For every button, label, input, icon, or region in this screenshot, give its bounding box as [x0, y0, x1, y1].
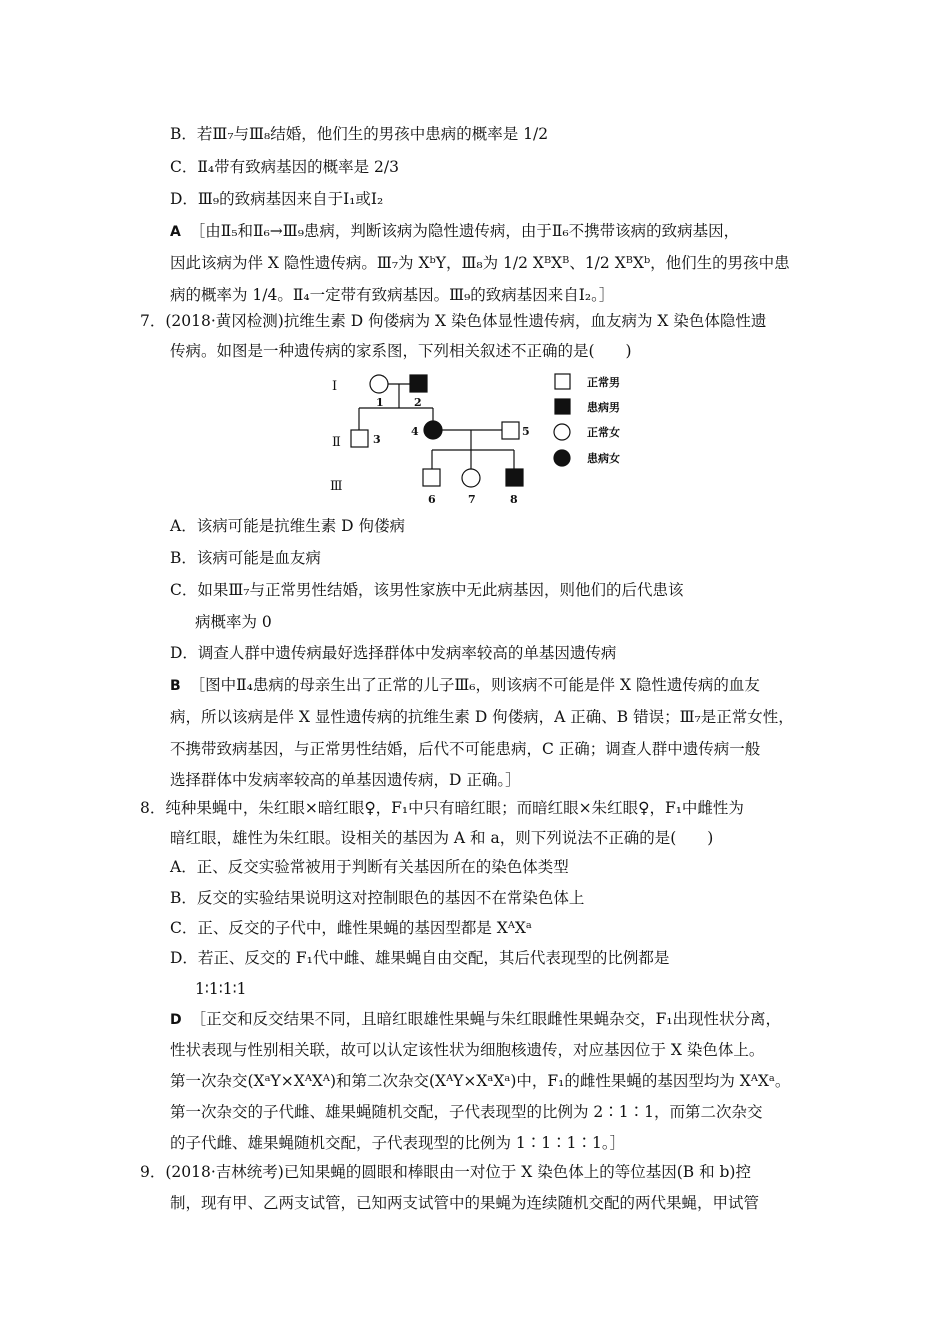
pedigree-individual-3 [351, 430, 368, 447]
generation-label-1: Ⅰ [332, 379, 338, 394]
legend-normal-female-icon [554, 424, 570, 440]
legend-normal-female: 正常女 [587, 426, 620, 439]
q8-answer-line-2: 性状表现与性别相关联，故可以认定该性状为细胞核遗传，对应基因位于 X 染色体上。 [170, 1041, 765, 1059]
q7-option-b: B．该病可能是血友病 [170, 549, 321, 567]
pedigree-diagram [322, 362, 652, 506]
q7-answer-line-4: 选择群体中发病率较高的单基因遗传病，D 正确。］ [170, 771, 521, 789]
q6-option-d: D．Ⅲ₉的致病基因来自于Ⅰ₁或Ⅰ₂ [170, 190, 384, 208]
q6-answer-text-1: ［由Ⅱ₅和Ⅱ₆→Ⅲ₉患病，判断该病为隐性遗传病，由于Ⅱ₆不携带该病的致病基因， [189, 222, 740, 240]
individual-number-8: 8 [510, 493, 518, 506]
q7-answer-line-1 [170, 675, 760, 696]
pedigree-individual-2 [410, 375, 427, 392]
pedigree-individual-5 [502, 422, 519, 439]
q6-option-c: C．Ⅱ₄带有致病基因的概率是 2/3 [170, 158, 399, 176]
q7-option-d: D．调查人群中遗传病最好选择群体中发病率较高的单基因遗传病 [170, 644, 617, 662]
q8-answer-line-4: 第一次杂交的子代雌、雄果蝇随机交配，子代表现型的比例为 2∶1∶1，而第二次杂交 [170, 1103, 763, 1121]
legend-affected-female: 患病女 [587, 452, 620, 465]
q7-option-c-line-2: 病概率为 0 [195, 613, 272, 631]
q7-stem-line-1: 7．(2018·黄冈检测)抗维生素 D 佝偻病为 X 染色体显性遗传病，血友病为 X 染色体隐性遗 [140, 312, 767, 330]
individual-number-7: 7 [468, 493, 476, 506]
q6-answer-line-1 [170, 221, 739, 242]
q7-answer-letter: B [170, 678, 181, 694]
q8-stem-line-2: 暗红眼，雄性为朱红眼。设相关的基因为 A 和 a，则下列说法不正确的是( ) [170, 829, 714, 847]
legend-affected-male-icon [555, 399, 570, 414]
q8-option-b: B．反交的实验结果说明这对控制眼色的基因不在常染色体上 [170, 889, 585, 907]
q8-answer-text-1: ［正交和反交结果不同，且暗红眼雄性果蝇与朱红眼雌性果蝇杂交，F₁出现性状分离， [190, 1010, 782, 1028]
q7-option-a: A．该病可能是抗维生素 D 佝偻病 [170, 517, 405, 535]
q8-stem-line-1: 8．纯种果蝇中，朱红眼×暗红眼♀，F₁中只有暗红眼；而暗红眼×朱红眼♀，F₁中雌性为 [140, 799, 744, 817]
q8-option-a: A．正、反交实验常被用于判断有关基因所在的染色体类型 [170, 858, 569, 876]
q8-answer-letter: D [170, 1012, 182, 1028]
pedigree-individual-4 [424, 421, 442, 439]
q8-answer-line-3: 第一次杂交(XᵃY×XᴬXᴬ)和第二次杂交(XᴬY×XᵃXᵃ)中，F₁的雌性果蝇的基因型均为 XᴬXᵃ。 [170, 1072, 791, 1090]
q7-answer-line-2: 病，所以该病是伴 X 显性遗传病的抗维生素 D 佝偻病，A 正确、B 错误；Ⅲ₇是正常女性， [170, 708, 794, 726]
q9-stem-line-2: 制，现有甲、乙两支试管，已知两支试管中的果蝇为连续随机交配的两代果蝇，甲试管 [170, 1194, 760, 1212]
individual-number-2: 2 [414, 396, 422, 409]
legend-normal-male-icon [555, 374, 570, 389]
q6-answer-line-2: 因此该病为伴 X 隐性遗传病。Ⅲ₇为 XᵇY，Ⅲ₈为 1/2 XᴮXᴮ、1/2 XᴮXᵇ，他们生的男孩中患 [170, 254, 790, 272]
individual-number-4: 4 [411, 425, 419, 438]
q8-answer-line-5: 的子代雌、雄果蝇随机交配，子代表现型的比例为 1∶1∶1∶1。］ [170, 1134, 626, 1152]
generation-label-2: Ⅱ [332, 435, 341, 450]
individual-number-1: 1 [376, 396, 384, 409]
q6-answer-line-3: 病的概率为 1/4。Ⅱ₄一定带有致病基因。Ⅲ₉的致病基因来自Ⅰ₂。］ [170, 286, 615, 304]
generation-label-3: Ⅲ [330, 479, 343, 494]
legend-affected-female-icon [554, 450, 570, 466]
pedigree-individual-6 [423, 469, 440, 486]
q7-answer-line-3: 不携带致病基因，与正常男性结婚，后代不可能患病，C 正确；调查人群中遗传病一般 [170, 740, 761, 758]
q7-option-c-line-1: C．如果Ⅲ₇与正常男性结婚，该男性家族中无此病基因，则他们的后代患该 [170, 581, 684, 599]
pedigree-individual-7 [462, 469, 480, 487]
q9-stem-line-1: 9．(2018·吉林统考)已知果蝇的圆眼和棒眼由一对位于 X 染色体上的等位基因(B 和 b)控 [140, 1163, 751, 1181]
individual-number-5: 5 [522, 425, 530, 438]
q8-option-c: C．正、反交的子代中，雌性果蝇的基因型都是 XᴬXᵃ [170, 919, 532, 937]
individual-number-3: 3 [373, 433, 381, 446]
legend-affected-male: 患病男 [587, 401, 620, 414]
q7-stem-line-2: 传病。如图是一种遗传病的家系图，下列相关叙述不正确的是( ) [170, 342, 632, 360]
legend-normal-male: 正常男 [587, 376, 620, 389]
q8-option-d-line-2: 1∶1∶1∶1 [195, 980, 247, 998]
q8-answer-line-1 [170, 1009, 781, 1030]
pedigree-individual-1 [370, 375, 388, 393]
pedigree-individual-8 [506, 469, 523, 486]
q8-option-d-line-1: D．若正、反交的 F₁代中雌、雄果蝇自由交配，其后代表现型的比例都是 [170, 949, 670, 967]
q6-option-b: B．若Ⅲ₇与Ⅲ₈结婚，他们生的男孩中患病的概率是 1/2 [170, 125, 549, 143]
q6-answer-letter: A [170, 224, 181, 240]
q7-answer-text-1: ［图中Ⅱ₄患病的母亲生出了正常的儿子Ⅲ₆，则该病不可能是伴 X 隐性遗传病的血友 [189, 676, 760, 694]
individual-number-6: 6 [428, 493, 436, 506]
